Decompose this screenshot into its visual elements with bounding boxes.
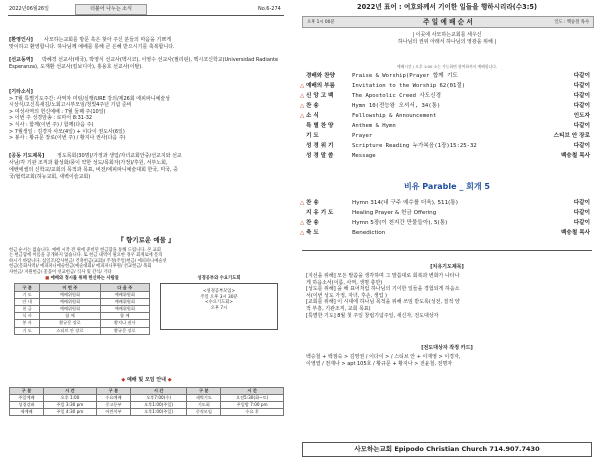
table-row <box>10 401 284 408</box>
schedule-table <box>9 387 284 417</box>
table-cell: 황규문 장로 <box>40 320 100 327</box>
order-item: 소 식 <box>306 113 319 119</box>
table-cell: 수요예배 <box>96 394 130 401</box>
table-cell: 수요 후 <box>221 409 284 416</box>
order-item: 축 도 <box>306 230 319 236</box>
table-cell: 오후1:00(주일) <box>130 401 186 408</box>
section-line: > 7월 특별기도주간: 사역자 미팅/실행/URE 강의/제26회 에피파니예술상 <box>9 95 171 102</box>
order-content: Hymn 5장(이 천지간 만물들아), 5(통) <box>352 220 448 226</box>
fragrance-line: 헌금 순서는 없습니다. 예배 시작 전 위에 준비된 헌금함을 통해 드립니다. 본 교회 <box>9 248 161 253</box>
order-item: 경배와 찬양 <box>306 73 335 79</box>
order-leader: 다같이 <box>573 210 590 216</box>
bible-study-line: <성경공부모임> <box>202 289 236 295</box>
section-line: 국/협력교회(허능교회, 새벽이슬교회) <box>9 174 91 180</box>
order-content: Hymn 314(내 구주 예수를 더욱), 511(통) <box>352 200 458 206</box>
order-item: 찬 송 <box>306 200 319 206</box>
bible-study-title: 성경공부와 수요기도회 <box>197 276 241 281</box>
table-cell: 황지나 권사 <box>100 320 149 327</box>
schedule-block <box>9 377 284 416</box>
section-line: 사모하는교회를 방문 혹은 찾아 주신 분들의 마음을 기쁘게 <box>44 37 172 43</box>
section-title: [기타소식] <box>9 89 33 95</box>
table-header: 시 간 <box>43 387 96 394</box>
order-leader: 다같이 <box>573 73 590 79</box>
intro-line: | 이곳에 사모하는교회를 세우신 <box>412 32 482 38</box>
prayer-points <box>306 273 590 319</box>
order-leader: 다같이 <box>573 200 590 206</box>
order-leader: 스티브 안 장로 <box>553 133 590 139</box>
table-cell: 주일예배 <box>10 394 44 401</box>
fragrance-line: 헌금(문화사역)/ 에피파니예술헌금(예술대회)/ 에피파니후원/ 선교헌금/ 목회 <box>9 264 152 270</box>
fragrance-text <box>9 248 284 275</box>
table-cell: 예배위원회 <box>100 298 149 305</box>
section-title: [환영인사] <box>9 37 33 43</box>
table-header: 시 간 <box>221 387 284 394</box>
order-content: Scripture Reading 누가복음(1장)15:25-32 <box>352 143 477 149</box>
table-cell: 오전5:30(화~토) <box>221 394 284 401</box>
order-item: 찬 송 <box>306 220 319 226</box>
table-row <box>15 320 150 327</box>
table-header: 구 분 <box>96 387 130 394</box>
evangelism-line: 백승철 + 백점숙 > 김영권 / 이다이 > / 스티브 안 + 이재영 > 이경자, <box>306 354 461 360</box>
table-row <box>15 298 150 305</box>
worship-people-table <box>14 283 150 334</box>
order-leader: 백승철 목사 <box>561 230 590 236</box>
table-cell: 기도회 <box>187 401 221 408</box>
table-cell: 성경강좌 <box>10 401 44 408</box>
evangelism-title: [전도대상자 작정 카드] <box>421 345 473 351</box>
other-news-section <box>9 89 284 145</box>
table-cell: 중고등부 <box>96 401 130 408</box>
issue-number: No.6-274 <box>258 6 281 12</box>
order-item: 기 도 <box>306 133 319 139</box>
bullet-icon: ■ <box>45 276 51 281</box>
table-cell: 예배위원회 <box>40 298 100 305</box>
schedule-title: ◆ 예배 및 모임 안내 ◆ <box>121 377 172 383</box>
table-cell: 예배위원회 <box>100 305 149 312</box>
table-header: 구 분 <box>10 387 44 394</box>
bible-study-block <box>160 276 278 330</box>
worship-people-title-text: 예배와 정시를 위해 헌신하는 사람들 <box>50 276 119 281</box>
section-line: > 봉사 : 황규문 장로(이번 주) / 황지나 권사(다음 주) <box>9 135 126 142</box>
table-row <box>15 305 150 312</box>
order-content: Anthem & Hymn <box>352 123 396 129</box>
sermon-title: 비유 Parable _ 회개 5 <box>404 182 490 191</box>
section-line: 시상식/고신특새김/노회고시부모임/청빛4주년 기념 준비 <box>9 102 132 109</box>
section-line: 사님/각 기관 조직과 활성화/풍이 약한 성도/목회자(가정)/후원, 서부노회, <box>9 160 168 166</box>
table-cell: 스티브 안 장로 <box>40 327 100 334</box>
table-row <box>15 291 150 298</box>
bible-study-line: 오후 7시 <box>210 305 228 311</box>
service-header-bar <box>302 16 594 28</box>
intro-text <box>300 32 594 46</box>
order-leader: 다같이 <box>573 103 590 109</box>
order-leader: 다같이 <box>573 83 590 89</box>
section-line: 에벤에셀의 신학교/교회의 목적과 목표, 비전/에피파니예술대회 한국, 미국, 중 <box>9 167 178 173</box>
news-header-tab: 더불어 나누는 소식 <box>75 4 147 15</box>
order-of-worship-after: △ 찬 송 Hymn 314(내 구주 예수를 더욱), 511(통) 다같이 지 유 기 도 Healing Prayer & 헌금 Offering 다같이 △ 찬 송 Hymn 5장(이 천지간 만물들아), 5(통) 다같이 △ 축 도 Benediction 백승철 목사 <box>300 200 590 236</box>
table-header: 시 간 <box>130 387 186 394</box>
pin-icon: ◆ <box>121 377 127 383</box>
table-cell: 주일 4:30 pm <box>43 409 96 416</box>
table-cell: 헌 금 <box>15 305 40 312</box>
order-content: The Apostolic Creed 사도신경 <box>352 93 441 99</box>
order-content: Hymn 10(전능왕 오셔서, 34(통) <box>352 103 441 109</box>
prayer-section <box>9 153 284 185</box>
bible-study-line: <수요기도회> <box>205 300 233 306</box>
prayer-line: [교회를 위해] 이 시대에 하나님 목적을 위해 쓰임 받도록(성전, 질적 양 <box>306 299 460 306</box>
church-footer: 사모하는교회 Epipodo Christian Church 714.907.7430 <box>302 442 592 457</box>
table-header: 구 분 <box>15 284 40 291</box>
table-header: 구 분 <box>187 387 221 394</box>
table-cell: 제예배 <box>10 409 44 416</box>
section-line: > 여성사역의 헌신예배 : 7월 둘째 주(10일) <box>9 108 106 115</box>
schedule-title-text: 예배 및 모임 안내 <box>126 377 167 383</box>
prayer-line: 게 하옵소서(이름, 사역, 생명 충만) <box>306 279 383 286</box>
order-leader: 다같이 <box>573 123 590 129</box>
table-cell: 함 께 <box>40 313 100 320</box>
table-cell: 봉 사 <box>15 320 40 327</box>
order-content: Fellowship & Announcement <box>352 113 437 119</box>
bible-study-line: 주일 오후 3시 30분 <box>200 294 238 300</box>
service-time: 오후 1시 00분 <box>307 19 335 25</box>
bible-study-box <box>160 283 278 330</box>
order-item: 예배의 부름 <box>306 83 335 89</box>
order-item: 지 유 기 도 <box>306 210 334 216</box>
table-header: 이 번 주 <box>40 284 100 291</box>
header-divider <box>8 15 284 16</box>
table-cell: 어린이부 <box>96 409 130 416</box>
section-line: 맞이하고 환영합니다. 하나님께 예배를 통해 큰 은혜 받으시기를 축복합니다. <box>9 44 175 50</box>
table-row <box>15 327 150 334</box>
order-item: 성 경 위 기 <box>306 143 334 149</box>
divider <box>302 250 592 251</box>
table-cell: 중직모임 <box>187 409 221 416</box>
table-cell: 안 내 <box>15 298 40 305</box>
section-line: 정도목회(30명)/가정과 생업/자녀교회안중/선교지와 선교 <box>57 153 182 159</box>
order-item: 찬 송 <box>306 103 319 109</box>
order-item: 성 경 말 씀 <box>306 153 334 159</box>
table-header: 다 음 주 <box>100 284 149 291</box>
table-header-row <box>15 284 150 291</box>
table-row <box>10 394 284 401</box>
table-cell: 오후1:00(주일) <box>130 409 186 416</box>
prayer-line: 서(이번 성도 가정, 자녀, 후손, 생업 ) <box>306 292 387 299</box>
order-leader: 다같이 <box>573 220 590 226</box>
table-cell: 함 께 <box>100 313 149 320</box>
order-content: Healing Prayer & 헌금 Offering <box>352 210 437 216</box>
table-cell: 황규문 장로 <box>100 327 149 334</box>
order-item: 특 별 찬 양 <box>306 123 334 129</box>
section-line: > 7월생일 : 김경자 사모(4일) + 이다이 권도사(6일) <box>9 128 125 135</box>
table-cell: 예배위원회 <box>100 291 149 298</box>
table-cell: 식 사 <box>15 313 40 320</box>
service-name: 주 일 예 배 순 서 <box>423 18 473 26</box>
worship-people-block <box>14 276 150 335</box>
order-content: Prayer <box>352 133 373 139</box>
table-cell: 기 도 <box>15 291 40 298</box>
order-content: Benediction <box>352 230 386 236</box>
table-cell: 오후 1:00 <box>43 394 96 401</box>
section-line: > 식사 : 함께(이번 주) / 함께(다음 주) <box>9 121 94 128</box>
table-cell: 기 도 <box>15 327 40 334</box>
welcome-section <box>9 37 284 57</box>
order-leader: 인도자 <box>573 113 590 119</box>
table-header-row <box>10 387 284 394</box>
prayer-line: [성도를 위해] 을 해 표어처럼 하나님의 기이한 일들을 경험되게 하옵소 <box>306 286 460 293</box>
order-content: Praise & Worship(Prayer 합께 기도 <box>352 73 458 79</box>
worship-people-title <box>14 276 150 281</box>
section-title: [공동 기도제목] <box>9 153 45 159</box>
evangelism-list <box>306 354 590 367</box>
section-line: 박혜경 선교사(태국), 박영식 선교사(멕시코), 이영수 선교사(필리핀), 멕시코신학교(Universidad Radiante Esperanza), 도재환 선교사(킬보디아), 홍용호 선교사(이탈). <box>9 57 279 70</box>
order-content: Message <box>352 153 376 159</box>
table-row <box>15 313 150 320</box>
section-line: > 이번 주 성경암송 : 로마서 8:31-32 <box>9 115 93 122</box>
prayer-line: [특별한 기도] 8월 첫 주일 창립기념주일, 새신자, 전도대상자 <box>306 312 439 319</box>
order-leader: 백승철 목사 <box>561 153 590 159</box>
fragrance-line: 는 헌금함에 이름을 공개하지 않습니다. 또 헌금 내역이 필요한 경우 회계로에 문의 <box>9 253 163 259</box>
section-title: [선교동역] <box>9 57 33 63</box>
prayer-line: [지선을 위해] 모든 말씀을 생각하며 그 말씀대로 회복과 변화가 나타나 <box>306 273 460 279</box>
table-cell: 예배위원회 <box>40 291 100 298</box>
order-content: Invitation to the Worship 62(01절) <box>352 83 466 89</box>
prayer-line: 적 부흥, 기관조직, 교회 목표) <box>306 305 371 312</box>
table-row <box>10 409 284 416</box>
fragrance-title: 『 향기로운 예물 』 <box>117 236 175 244</box>
fragrance-line: 하시기 바랍니다. 십일조/감사헌금/ 건축헌금(교회)/ 주정(주일)헌금/ 에피파니예술선 <box>9 258 167 264</box>
order-of-worship: 경배와 찬양 Praise & Worship(Prayer 합께 기도 다같이 △ 예배의 부름 Invitation to the Worship 62(01절) 다같이 △ 신 앙 고 백 The Apostolic Creed 사도신경 다같이 △ 찬 송 Hymn 10(전능왕 오셔서, 34(통) 다같이 △ 소 식 Fellowship & Announcement 인도자 특 별 찬 양 Anthem & Hymn 다같이 기 도 Prayer 스티브 안 장로 성 경 위 기 Scripture Reading 누가복음(1장)15:25-32 다같이 성 경 말 씀 Message 백승철 목사 <box>300 73 590 159</box>
order-leader: 다같이 <box>573 143 590 149</box>
table-cell: 예배위원회 <box>40 305 100 312</box>
year-motto: 2022년 표어 : 여호와께서 기이한 일들을 행하시리라(수3:5) <box>357 3 537 11</box>
order-item: 신 앙 고 백 <box>306 93 334 99</box>
fragrance-line: 자헌금/ 지원헌금/ 꽃꽂이 선교헌금/ 식사 및 간식/ 기타 <box>9 269 112 275</box>
bulletin-date: 2022년06월26일 <box>9 6 49 12</box>
news-sections <box>9 37 284 185</box>
table-cell: 주일밤 7:00 pm <box>221 401 284 408</box>
prayer-title: [치유기도제목] <box>430 264 464 270</box>
table-cell: 오후7:00(수) <box>130 394 186 401</box>
order-leader: 다같이 <box>573 93 590 99</box>
intro-line: 하나님의 권위 아래서 하나님의 영광을 위해 | <box>397 39 497 45</box>
service-note: 예배시간 / 오후 1:00 소는 가능하면 참여하셔서 예배합니다. <box>396 64 498 69</box>
table-cell: 주일 3:30 pm <box>43 401 96 408</box>
mission-section <box>9 57 284 89</box>
officiant: 인도 : 백승철 목사 <box>554 19 589 25</box>
evangelism-line: 이영열 / 천재나 > apt 105호 / 황규문 + 황지나 > 전윤철, 전명자 <box>306 360 453 367</box>
table-cell: 새벽기도 <box>187 394 221 401</box>
